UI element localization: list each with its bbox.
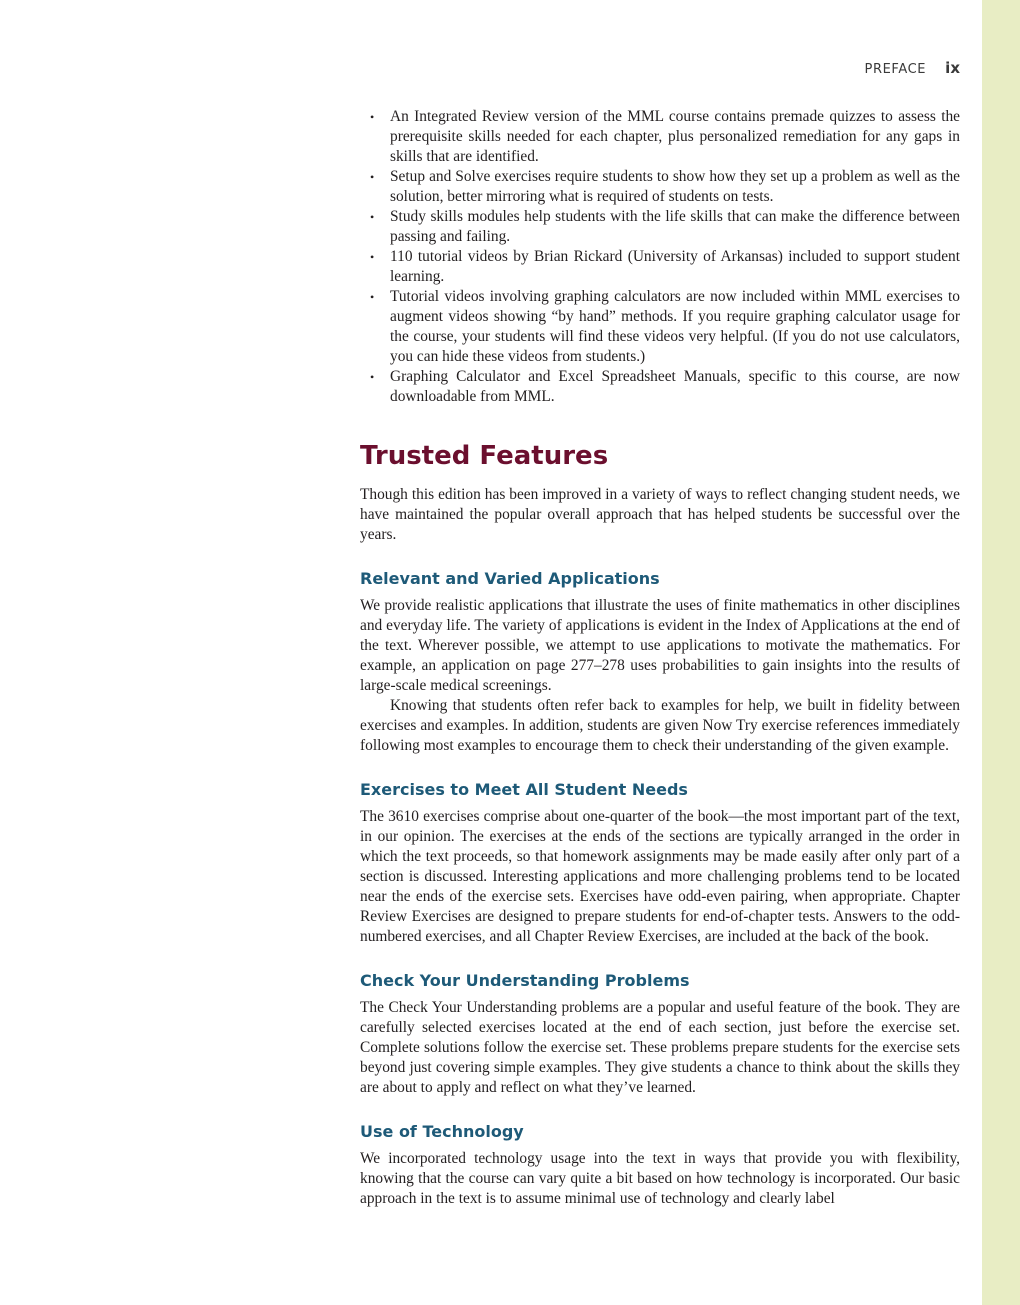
bullet-icon: • [370,110,375,124]
subsection-title-exercises: Exercises to Meet All Student Needs [360,780,688,799]
subsection-title-check-understanding: Check Your Understanding Problems [360,971,690,990]
bullet-list [360,107,960,407]
list-item [360,207,960,247]
list-item-text: Tutorial videos involving graphing calculators are now included within MML exercises to augment videos showing “by hand” methods. If you require graphing calculator usage for the course, your students will find these videos very helpful. (If you do not use calculators, you can hide these videos from students.) [390,288,960,365]
list-item-text: Study skills modules help students with the life skills that can make the difference between passing and failing. [390,208,960,245]
subsection-title-relevant-applications: Relevant and Varied Applications [360,569,660,588]
side-color-band [982,0,1020,1305]
technology-paragraph: We incorporated technology usage into the text in ways that provide you with flexibility, knowing that the course can vary quite a bit based on how technology is incorporated. Our basic approach in the text is to assume minimal use of technology and clearly label [360,1150,960,1207]
list-item [360,107,960,167]
list-item [360,247,960,287]
running-head-label: PREFACE [864,62,927,77]
bullet-icon: • [370,170,375,184]
list-item [360,367,960,407]
list-item-text: 110 tutorial videos by Brian Rickard (University of Arkansas) included to support student learning. [390,248,960,285]
running-head [700,58,960,77]
section-title-trusted-features: Trusted Features [360,441,609,471]
list-item-text: Setup and Solve exercises require students to show how they set up a problem as well as the solution, better mirroring what is required of students on tests. [390,168,960,205]
exercises-paragraph: The 3610 exercises comprise about one-quarter of the book—the most important part of the text, in our opinion. The exercises at the ends of the sections are typically arranged in the order in which the text proceeds, so that homework assignments may be made easily after only part of a section is discussed. Interesting applications and more challenging problems tend to be located near the ends of the exercise sets. Exercises have odd-even pairing, when appropriate. Chapter Review Exercises are designed to prepare students for end-of-chapter tests. Answers to the odd-numbered exercises, and all Chapter Review Exercises, are included at the back of the book. [360,808,960,945]
list-item-text: An Integrated Review version of the MML course contains premade quizzes to assess the prerequisite skills needed for each chapter, plus personalized remediation for any gaps in skills that are identified. [390,108,960,165]
relevant-applications-paragraph-2: Knowing that students often refer back to examples for help, we built in fidelity between exercises and examples. In addition, students are given Now Try exercise references immediately following most examples to encourage them to check their understanding of the given example. [360,697,960,754]
bullet-icon: • [370,210,375,224]
list-item [360,287,960,367]
bullet-icon: • [370,290,375,304]
list-item [360,167,960,207]
bullet-icon: • [370,370,375,384]
page-number: ix [945,59,960,77]
list-item-text: Graphing Calculator and Excel Spreadsheet Manuals, specific to this course, are now downloadable from MML. [390,368,960,405]
subsection-title-technology: Use of Technology [360,1122,524,1141]
bullet-icon: • [370,250,375,264]
trusted-features-intro: Though this edition has been improved in a variety of ways to reflect changing student needs, we have maintained the popular overall approach that has helped students be successful over the years. [360,486,960,543]
relevant-applications-paragraph-1: We provide realistic applications that illustrate the uses of finite mathematics in other disciplines and everyday life. The variety of applications is evident in the Index of Applications at the end of the text. Wherever possible, we attempt to use applications to motivate the mathematics. For example, an application on page 277–278 uses probabilities to gain insights into the results of large-scale medical screenings. [360,597,960,694]
check-understanding-paragraph: The Check Your Understanding problems are a popular and useful feature of the book. They are carefully selected exercises located at the end of each section, just before the exercise set. Complete solutions follow the exercise set. These problems prepare students for the exercise sets beyond just covering simple examples. They give students a chance to think about the skills they are about to apply and reflect on what they’ve learned. [360,999,960,1096]
page-content [360,107,960,1209]
